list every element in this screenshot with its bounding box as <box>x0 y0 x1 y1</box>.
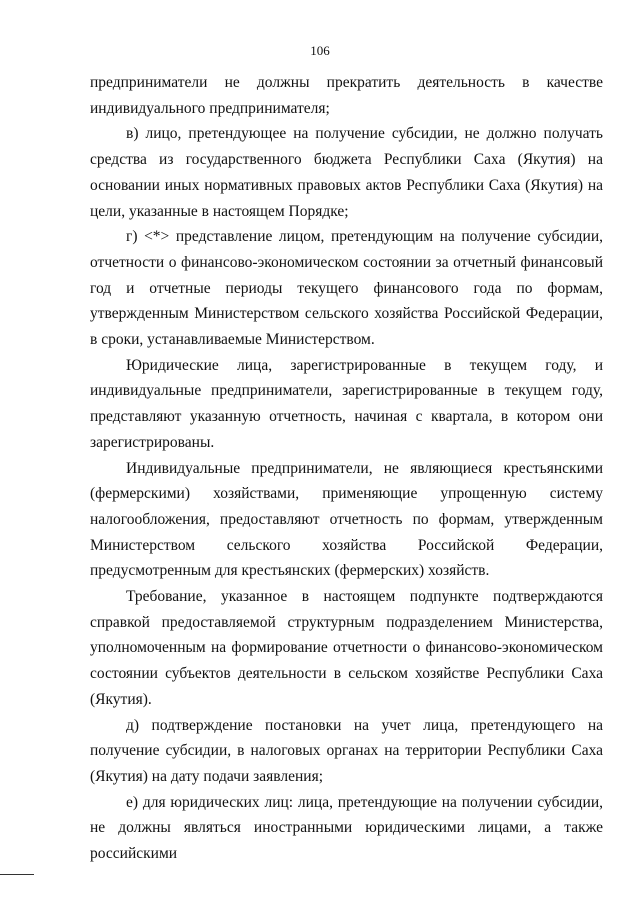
paragraph-legal-entities: Юридические лица, зарегистрированные в текущем году, и индивидуальные предприниматели, зарегистрированные в текущем году, представляют указанную отчетность, начиная с квартала, в котором они зарегистрированы. <box>90 356 603 451</box>
page-number: 106 <box>310 43 330 58</box>
document-body <box>90 70 603 867</box>
paragraph-item-e: е) для юридических лиц: лица, претендующие на получении субсидии, не должны являться иностранными юридическими лицами, а также российскими <box>90 793 603 863</box>
paragraph-requirement: Требование, указанное в настоящем подпункте подтверждаются справкой предоставляемой структурным подразделением Министерства, уполномоченным на формирование отчетности о финансово-экономическом состоянии субъектов деятельности в сельском хозяйстве Республики Саха (Якутия). <box>90 588 603 708</box>
paragraph-individual-entrepreneurs: Индивидуальные предприниматели, не являющиеся крестьянскими (фермерскими) хозяйствами, применяющие упрощенную систему налогообложения, предоставляют отчетность по формам, утвержденным Министерством сельского хозяйства Российской Федерации, предусмотренным для крестьянских (фермерских) хозяйств. <box>90 459 603 580</box>
paragraph-item-d: д) подтверждение постановки на учет лица, претендующего на получение субсидии, в налоговых органах на территории Республики Саха (Якутия) на дату подачи заявления; <box>90 716 603 785</box>
paragraph-item-v: в) лицо, претендующее на получение субсидии, не должно получать средства из государственного бюджета Республики Саха (Якутия) на основании иных нормативных правовых актов Республики Саха (Якутия) на цели, указанные в настоящем Порядке; <box>90 125 603 220</box>
paragraph-item-g: г) <*> представление лицом, претендующим на получение субсидии, отчетности о финансово-экономическом состоянии за отчетный финансовый год и отчетные периоды текущего финансового года по формам, утвержденным Министерством сельского хозяйства Российской Федерации, в сроки, устанавливаемые Министерством. <box>90 228 603 349</box>
footer-divider <box>0 874 34 875</box>
paragraph-continuation: предприниматели не должны прекратить деятельность в качестве индивидуального предпринимателя; <box>90 74 603 117</box>
